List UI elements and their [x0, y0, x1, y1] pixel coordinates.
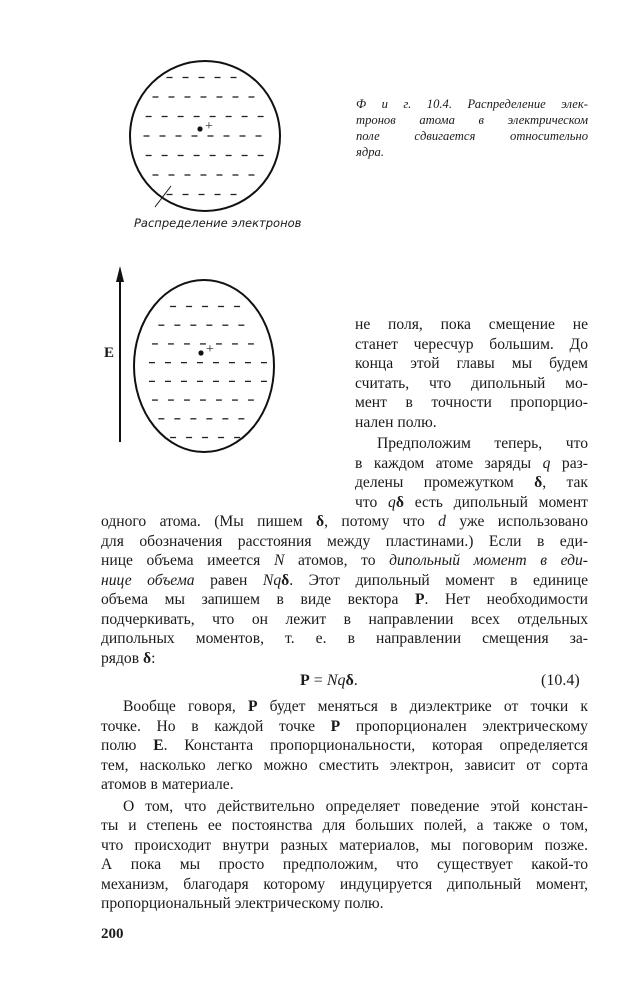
text-line — [101, 611, 588, 629]
equation — [300, 672, 358, 690]
text-segment: есть дипольный момент — [403, 493, 588, 511]
text-line — [355, 455, 588, 473]
figure-caption — [356, 96, 588, 160]
text-line — [355, 375, 588, 393]
text-segment: N — [273, 552, 285, 569]
text-line — [355, 435, 588, 453]
text-segment: δ — [316, 513, 325, 530]
nucleus-dot — [197, 126, 202, 131]
text-line — [101, 876, 588, 894]
eq-rhs: Nq — [326, 672, 346, 689]
text-segment: . Нет необходимости — [424, 591, 588, 608]
nucleus-dot — [198, 350, 203, 355]
field-label: E — [104, 345, 115, 361]
text-segment: А пока мы просто предположим, что существует какой-то — [101, 856, 588, 873]
text-segment: P — [330, 717, 341, 735]
text-line — [101, 895, 588, 913]
text-segment: тем, насколько легко можно сместить электрон, зависит от сорта — [101, 756, 588, 774]
text-segment: подчеркивать, что он лежит в направлении всех отдельных — [101, 610, 588, 628]
text-segment: станет чересчур большим. До — [355, 335, 588, 353]
text-segment: мент в точности пропорцио- — [355, 394, 588, 411]
text-segment: q — [542, 454, 551, 472]
text-segment: рядов — [101, 649, 143, 667]
text-segment: E — [153, 737, 164, 754]
text-line — [101, 817, 588, 835]
page-number: 200 — [101, 926, 124, 942]
text-line — [101, 776, 588, 794]
text-line — [101, 591, 588, 609]
text-line — [355, 336, 588, 354]
eq-end: . — [353, 672, 358, 689]
text-segment: q — [388, 493, 396, 511]
text-line — [101, 698, 588, 716]
caption-line: ядра. — [356, 145, 384, 159]
label-pointer — [155, 186, 171, 207]
text-line — [355, 494, 588, 512]
text-segment: О том, что действительно определяет поведение этой констан- — [123, 797, 588, 815]
text-segment: в каждом атоме заряды — [355, 454, 543, 472]
text-segment: делены промежутком — [355, 474, 535, 491]
text-segment: : — [151, 649, 156, 667]
text-segment: атомов в материале. — [101, 776, 234, 793]
equation-number: (10.4) — [541, 672, 580, 689]
text-line — [101, 737, 588, 755]
nucleus-plus: + — [206, 342, 214, 357]
figure-label: Распределение электронов — [134, 216, 302, 230]
text-segment: одного атома. (Мы пишем — [101, 513, 317, 530]
atom-in-field — [116, 266, 274, 452]
text-segment: , потому что — [324, 513, 439, 530]
text-segment: дипольных моментов, т. е. в направлении смещения за- — [101, 630, 588, 647]
text-line — [355, 414, 588, 432]
text-segment: δ — [534, 474, 543, 491]
text-segment: уже использовано — [445, 513, 588, 530]
text-line — [101, 552, 588, 570]
text-segment: механизм, благодаря которому индуцируется дипольный момент, — [101, 875, 588, 893]
text-segment: раз- — [550, 454, 588, 472]
text-segment: . Константа пропорциональности, которая определяется — [163, 737, 588, 754]
text-segment: нален полю. — [355, 413, 437, 431]
text-line — [101, 856, 588, 874]
text-segment: для обозначения расстояния между пластинами.) Если в еди- — [101, 532, 588, 550]
caption-line: тронов атома в электрическом — [356, 113, 588, 127]
text-segment: будет меняться в диэлектрике от точки к — [257, 698, 588, 715]
text-line — [101, 572, 588, 590]
text-line — [101, 630, 588, 648]
text-line — [355, 316, 588, 334]
text-line — [101, 837, 588, 855]
text-line — [101, 533, 588, 551]
nucleus-plus: + — [205, 119, 213, 134]
eq-delta: δ — [345, 672, 354, 689]
text-segment: атомов, то — [284, 552, 390, 569]
text-segment: δ — [142, 649, 152, 667]
text-segment: равен — [194, 571, 263, 589]
text-segment: δ — [281, 571, 290, 589]
text-segment: , так — [542, 474, 588, 491]
text-segment: точке. Но в каждой точке — [101, 717, 331, 735]
text-segment: d — [438, 513, 446, 530]
text-line — [101, 513, 588, 531]
text-line — [355, 394, 588, 412]
text-segment: δ — [395, 493, 404, 511]
text-segment: дипольный момент в еди- — [389, 552, 588, 569]
text-line — [355, 474, 588, 492]
field-arrow-head — [116, 266, 124, 282]
text-segment: P — [247, 698, 258, 715]
caption-line: Ф и г. 10.4. Распределение элек- — [356, 97, 588, 111]
text-segment: нице объема имеется — [101, 552, 274, 569]
eq-lhs: P — [300, 672, 310, 689]
text-segment: пропорциональный электрическому полю. — [101, 895, 384, 912]
text-segment: пропорционален электрическому — [340, 717, 588, 735]
text-segment: ты и степень ее постоянства для больших полей, а также о том, — [101, 817, 588, 834]
text-line — [355, 355, 588, 373]
text-line — [101, 650, 588, 668]
text-segment: не поля, пока смещение не — [355, 316, 588, 333]
text-segment: что — [355, 493, 389, 511]
text-segment: конца этой главы мы будем — [355, 355, 588, 372]
text-segment: считать, что дипольный мо- — [355, 374, 588, 392]
text-segment: . Этот дипольный момент в единице — [289, 571, 588, 589]
text-segment: Предположим теперь, что — [377, 435, 588, 452]
atom-undisturbed — [130, 61, 280, 211]
text-segment: что происходит внутри разных материалов, мы поговорим позже. — [101, 836, 588, 854]
caption-line: поле сдвигается относительно — [356, 129, 588, 143]
text-segment: нице объема — [101, 571, 195, 589]
text-segment: Nq — [262, 571, 282, 589]
text-line — [101, 718, 588, 736]
text-line — [101, 757, 588, 775]
text-segment: объема мы запишем в виде вектора — [101, 591, 415, 608]
text-segment: Вообще говоря, — [123, 698, 248, 715]
text-line — [101, 798, 588, 816]
text-segment: полю — [101, 737, 154, 754]
text-segment: P — [414, 591, 425, 608]
eq-sign: = — [309, 672, 327, 689]
